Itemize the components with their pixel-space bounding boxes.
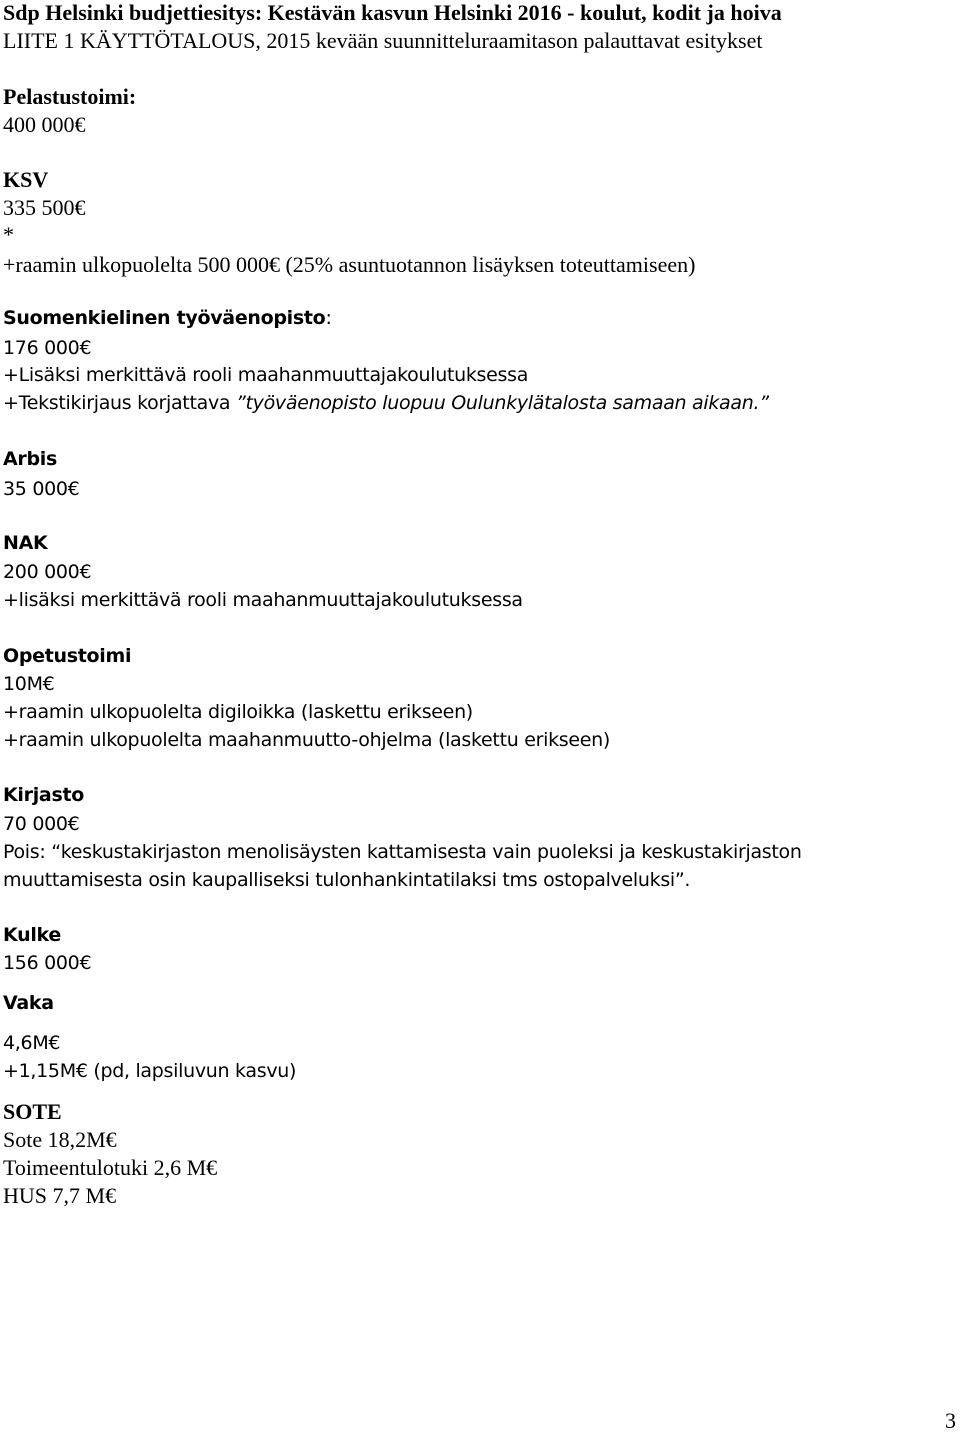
sote-item-3: HUS 7,7 M€ [3,1183,117,1208]
document-subtitle: LIITE 1 KÄYTTÖTALOUS, 2015 kevään suunnitteluraamitason palauttavat esitykset [3,28,763,53]
quoted-text: ”työväenopisto luopuu Oulunkylätalosta samaan aikaan.” [235,392,769,414]
amount-arbis: 35 000€ [3,478,80,500]
section-heading-kulke: Kulke [3,924,61,946]
note-kirjasto-line-1: Pois: “keskustakirjaston menolisäysten kattamisesta vain puoleksi ja keskustakirjaston [3,841,802,863]
footnote-mark: * [3,222,14,247]
note-vaka: +1,15M€ (pd, lapsiluvun kasvu) [3,1060,297,1082]
section-heading-nak: NAK [3,532,48,554]
note-ksv: +raamin ulkopuolelta 500 000€ (25% asuntuotannon lisäyksen toteuttamiseen) [3,252,696,277]
amount-kulke: 156 000€ [3,952,92,974]
amount-kirjasto: 70 000€ [3,813,80,835]
section-heading-pelastustoimi: Pelastustoimi: [3,84,137,109]
note-tyovaenopisto-2 [3,392,769,414]
section-heading-sote: SOTE [3,1099,62,1124]
document-title: Sdp Helsinki budjettiesitys: Kestävän kasvun Helsinki 2016 - koulut, kodit ja hoiva [3,0,782,25]
heading-colon: : [325,307,332,329]
amount-opetustoimi: 10M€ [3,673,55,695]
amount-tyovaenopisto: 176 000€ [3,337,92,359]
section-heading-ksv: KSV [3,167,49,192]
sote-item-1: Sote 18,2M€ [3,1127,117,1152]
note-tyovaenopisto-1: +Lisäksi merkittävä rooli maahanmuuttajakoulutuksessa [3,364,529,386]
amount-vaka: 4,6M€ [3,1032,61,1054]
note-nak: +lisäksi merkittävä rooli maahanmuuttajakoulutuksessa [3,589,523,611]
amount-pelastustoimi: 400 000€ [3,112,86,137]
section-heading-tyovaenopisto [3,307,332,329]
section-heading-opetustoimi: Opetustoimi [3,645,132,667]
note-kirjasto-line-2: muuttamisesta osin kaupalliseksi tulonhankintatilaksi tms ostopalveluksi”. [3,869,691,891]
section-heading-vaka: Vaka [3,992,54,1014]
note-prefix: +Tekstikirjaus korjattava [3,392,236,414]
note-opetustoimi-1: +raamin ulkopuolelta digiloikka (laskettu erikseen) [3,701,473,723]
sote-item-2: Toimeentulotuki 2,6 M€ [3,1155,218,1180]
page-number: 3 [945,1408,956,1433]
note-opetustoimi-2: +raamin ulkopuolelta maahanmuutto-ohjelma (laskettu erikseen) [3,729,611,751]
amount-ksv: 335 500€ [3,195,86,220]
amount-nak: 200 000€ [3,561,92,583]
section-heading-kirjasto: Kirjasto [3,784,84,806]
section-heading-arbis: Arbis [3,448,57,470]
heading-text: Suomenkielinen työväenopisto [3,307,326,329]
